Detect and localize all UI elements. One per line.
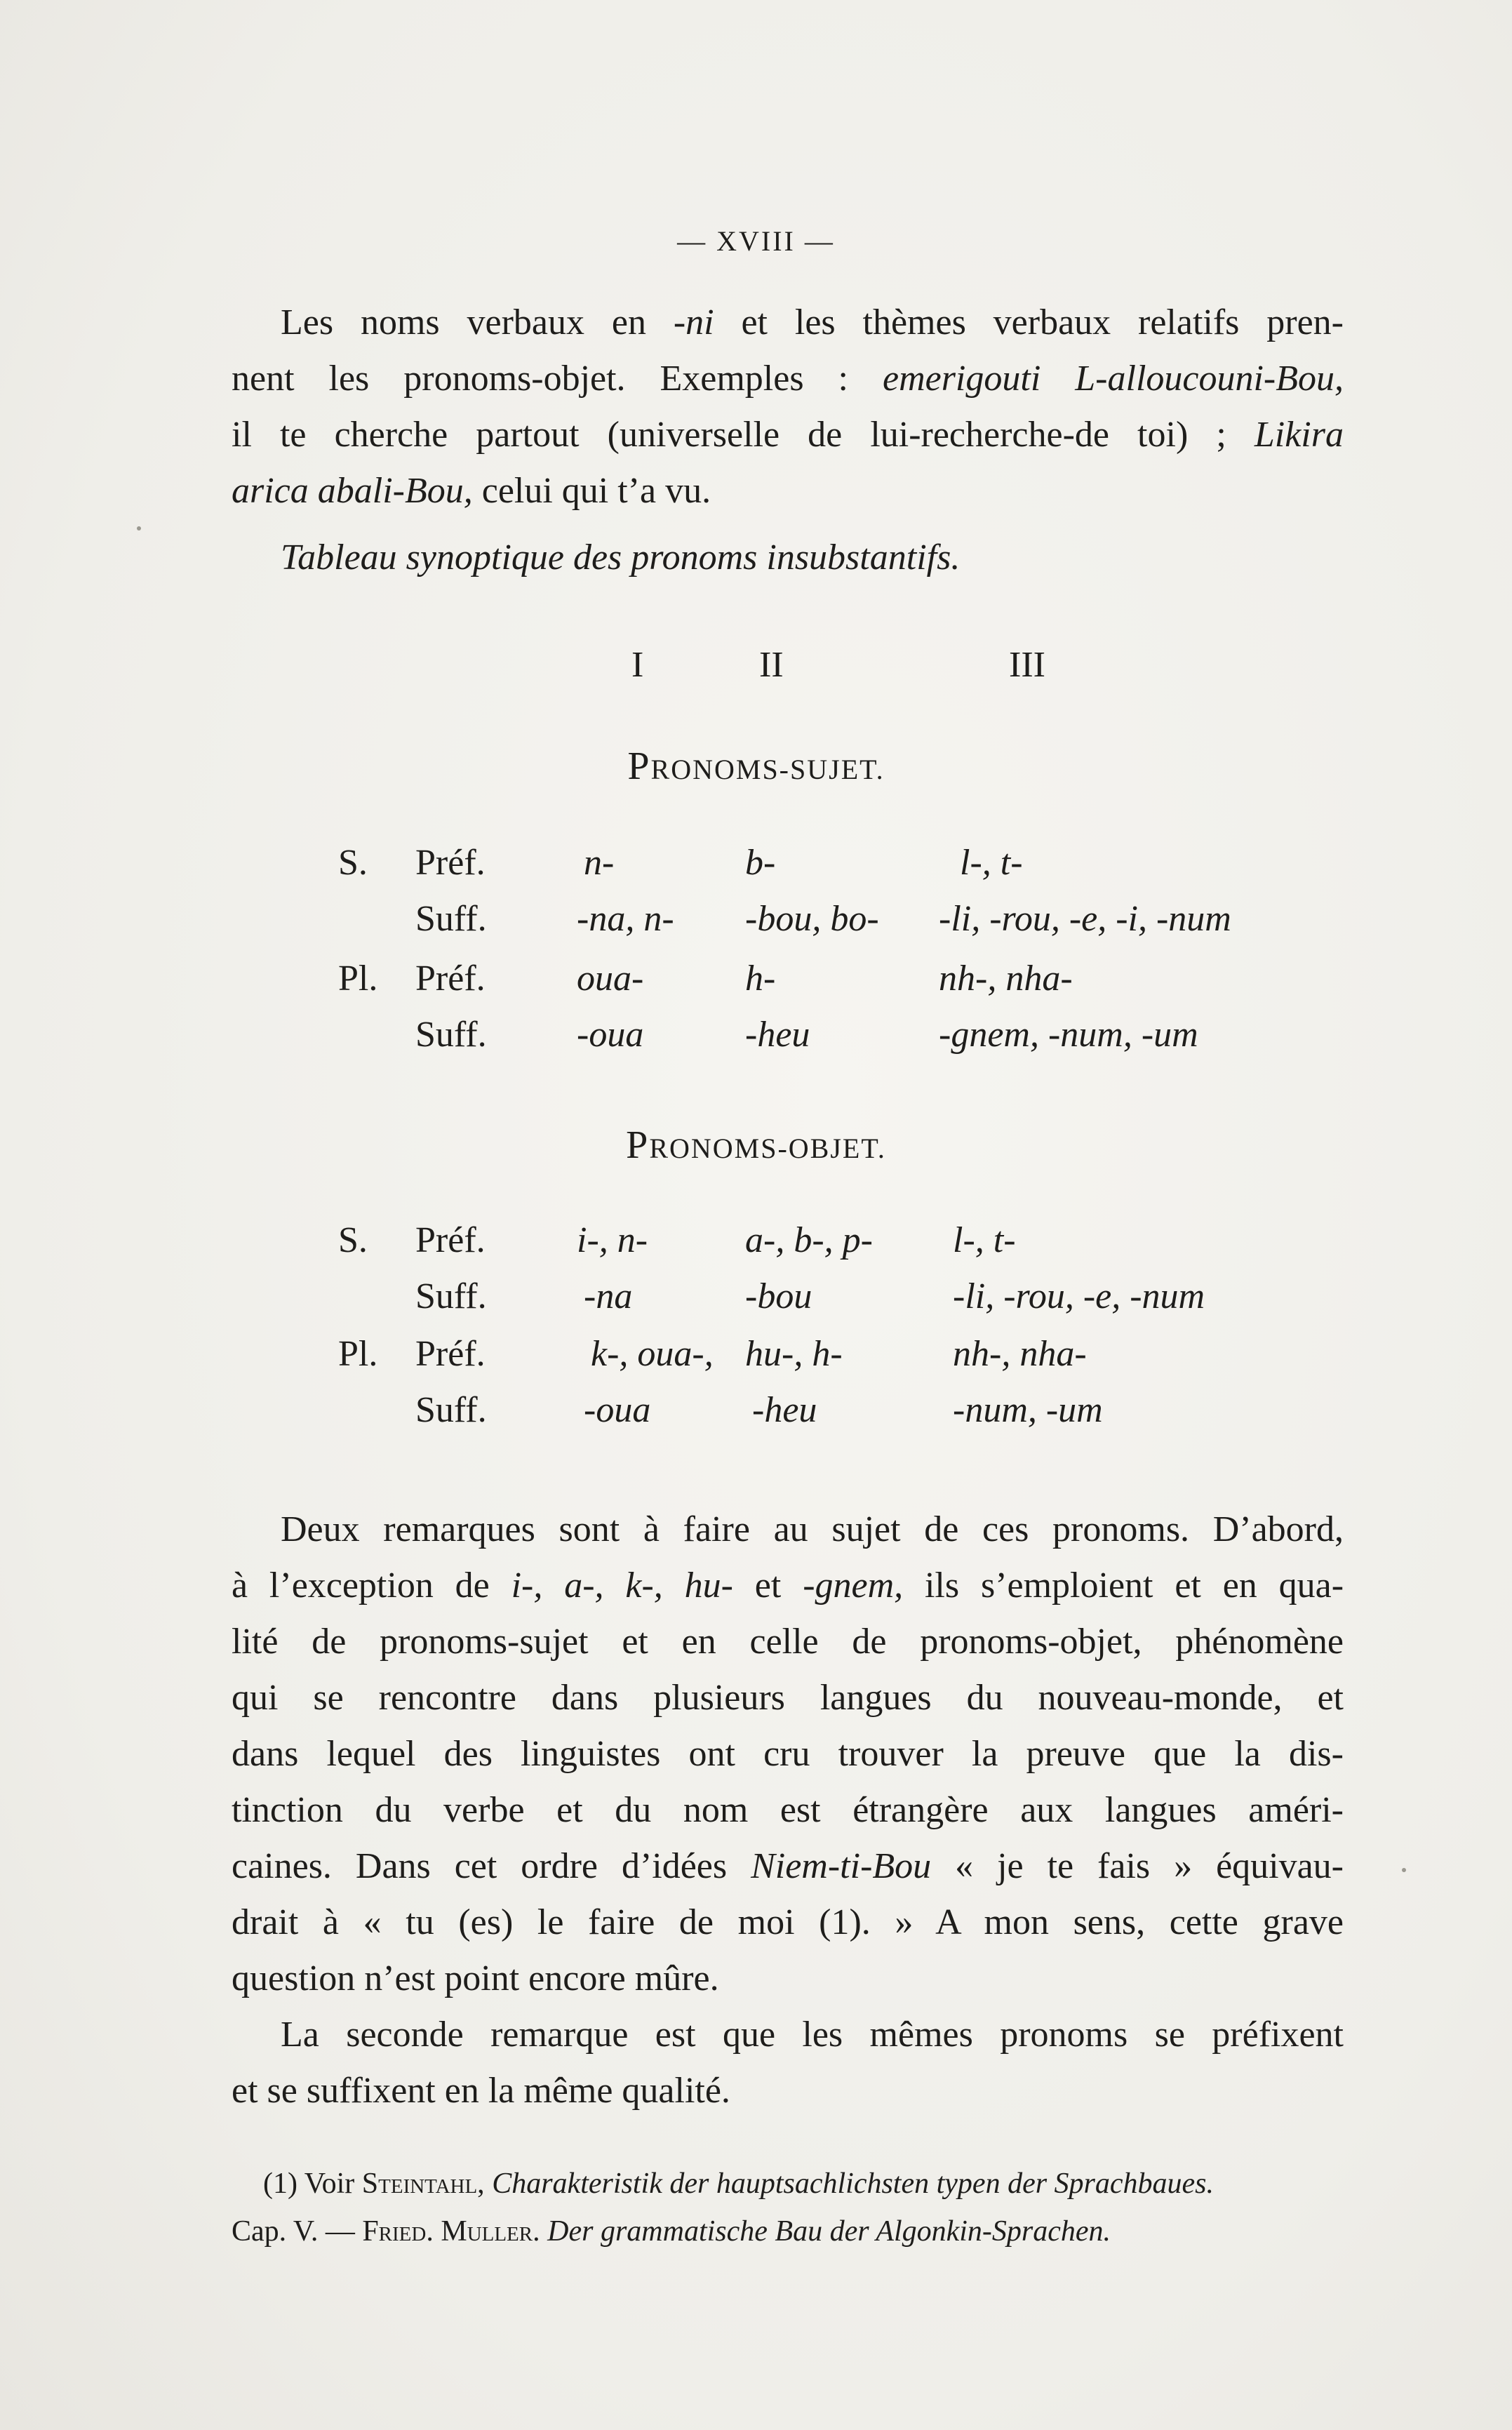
row-type: Suff. <box>415 1390 487 1430</box>
table-cell: -li, -rou, -e, -num <box>953 1276 1205 1316</box>
text-line: arica abali-Bou, celui qui t’a vu. <box>232 471 711 511</box>
section-heading-sujet: PRONOMS-SUJET. <box>627 745 885 788</box>
table-cell: l-, t- <box>960 843 1023 883</box>
text-line: il te cherche partout (universelle de lui-recherche-de toi) ; Likira <box>232 415 1344 455</box>
table-cell: nh-, nha- <box>939 959 1073 999</box>
row-number: Pl. <box>338 959 378 999</box>
table-cell: -li, -rou, -e, -i, -num <box>939 899 1231 939</box>
table-cell: i-, n- <box>577 1220 648 1260</box>
section-heading-objet: PRONOMS-OBJET. <box>626 1123 886 1167</box>
row-type: Suff. <box>415 1276 487 1316</box>
table-cell: -bou <box>745 1276 812 1316</box>
column-header-2: II <box>759 645 784 685</box>
text-line: question n’est point encore mûre. <box>232 1958 719 1998</box>
text-line: drait à « tu (es) le faire de moi (1). » A mon sens, cette grave <box>232 1902 1344 1942</box>
text-line: tinction du verbe et du nom est étrangère aux langues améri- <box>232 1790 1344 1830</box>
paper-speck <box>1402 1868 1406 1872</box>
row-type: Préf. <box>415 959 486 999</box>
table-cell: nh-, nha- <box>953 1334 1087 1374</box>
table-cell: k-, oua-, <box>591 1334 714 1374</box>
table-cell: -na, n- <box>577 899 674 939</box>
table-caption: Tableau synoptique des pronoms insubstantifs. <box>281 538 961 578</box>
text-line: La seconde remarque est que les mêmes pronoms se préfixent <box>281 2015 1344 2055</box>
row-number: S. <box>338 843 368 883</box>
table-cell: h- <box>745 959 776 999</box>
table-cell: n- <box>584 843 615 883</box>
text-line: à l’exception de i-, a-, k-, hu- et -gnem, ils s’emploient et en qua- <box>232 1566 1344 1605</box>
page-number-header: — XVIII — <box>677 225 835 257</box>
row-type: Préf. <box>415 1334 486 1374</box>
table-cell: -gnem, -num, -um <box>939 1015 1198 1055</box>
paragraph-1 <box>232 295 1344 519</box>
text-line: Deux remarques sont à faire au sujet de ces pronoms. D’abord, <box>281 1509 1344 1549</box>
table-cell: -num, -um <box>953 1390 1103 1430</box>
footnote-line-2: Cap. V. — Fried. Muller. Der grammatische Bau der Algonkin-Sprachen. <box>232 2215 1111 2248</box>
text-line: lité de pronoms-sujet et en celle de pronoms-objet, phénomène <box>232 1622 1344 1662</box>
table-cell: hu-, h- <box>745 1334 843 1374</box>
text-line: dans lequel des linguistes ont cru trouver la preuve que la dis- <box>232 1734 1344 1774</box>
row-number: S. <box>338 1220 368 1260</box>
row-type: Préf. <box>415 1220 486 1260</box>
table-cell: -heu <box>752 1390 817 1430</box>
text-line: qui se rencontre dans plusieurs langues du nouveau-monde, et <box>232 1678 1344 1718</box>
footnote-line-1: (1) Voir Steintahl, Charakteristik der hauptsachlichsten typen der Sprachbaues. <box>263 2168 1215 2200</box>
table-cell: oua- <box>577 959 644 999</box>
table-cell: -oua <box>584 1390 651 1430</box>
column-header-1: I <box>631 645 644 685</box>
table-cell: -na <box>584 1276 633 1316</box>
row-number: Pl. <box>338 1334 378 1374</box>
table-cell: -oua <box>577 1015 644 1055</box>
row-type: Suff. <box>415 1015 487 1055</box>
paragraph-3 <box>232 2007 1344 2119</box>
text-line: caines. Dans cet ordre d’idées Niem-ti-Bou « je te fais » équivau- <box>232 1846 1344 1886</box>
text-line: nent les pronoms-objet. Exemples : emerigouti L-alloucouni-Bou, <box>232 359 1344 399</box>
table-cell: l-, t- <box>953 1220 1016 1260</box>
table-cell: a-, b-, p- <box>745 1220 873 1260</box>
table-cell: b- <box>745 843 776 883</box>
table-cell: -heu <box>745 1015 810 1055</box>
row-type: Suff. <box>415 899 487 939</box>
paragraph-2 <box>232 1502 1344 2007</box>
row-type: Préf. <box>415 843 486 883</box>
table-cell: -bou, bo- <box>745 899 879 939</box>
text-line: Les noms verbaux en -ni et les thèmes verbaux relatifs pren- <box>281 302 1344 342</box>
text-line: et se suffixent en la même qualité. <box>232 2071 730 2111</box>
column-header-3: III <box>1009 645 1045 685</box>
paper-speck <box>137 526 141 530</box>
